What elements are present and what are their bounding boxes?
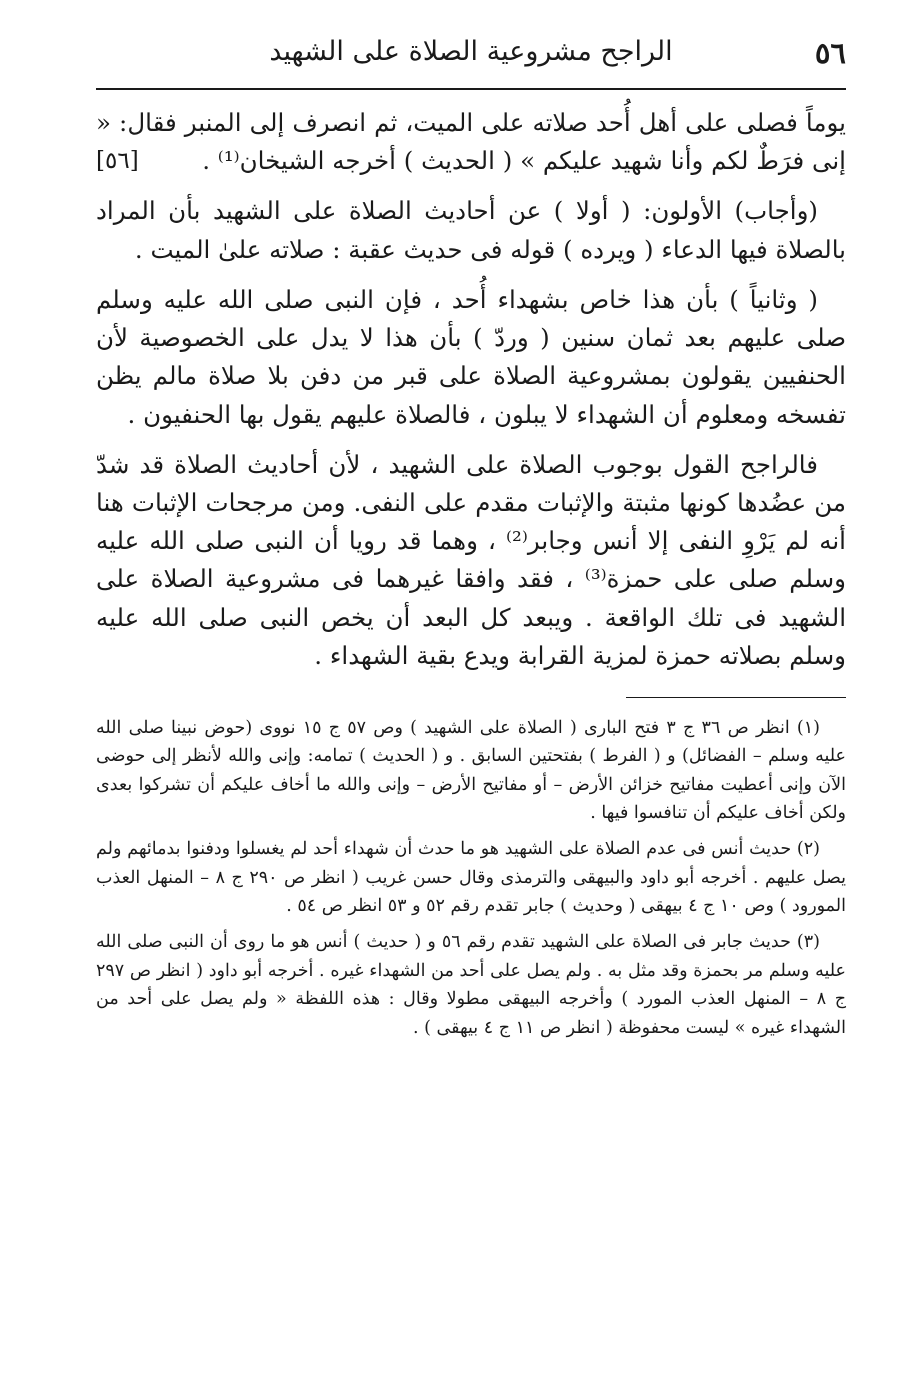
footnote-2: (٢) حديث أنس فى عدم الصلاة على الشهيد هو ما حدث أن شهداء أحد لم يغسلوا ودفنوا بدمائهم ولم يصل عليهم . أخرجه أبو داود والبيهقى والترمذى وقال حسن غريب ( انظر ص ٢٩٠ ج ٨ – المنهل العذب المورود ) وص ١٠ ج ٤ بيهقى ( وحديث ) جابر تقدم رقم ٥٢ و ٥٣ انظر ص ٥٤ .: [96, 839, 847, 917]
hadith-reference-number: [٥٦]: [96, 148, 139, 175]
running-title: الراجح مشروعية الصلاة على الشهيد: [269, 36, 673, 67]
paragraph-1-text: يوماً فصلى على أهل أُحد صلاته على الميت، ثم انصرف إلى المنبر فقال: « إنى فرَطٌ لكم وأنا شهيد عليكم » ( الحديث ) أخرجه الشيخان⁽¹⁾ .: [96, 108, 846, 176]
paragraph-4: فالراجح القول بوجوب الصلاة على الشهيد ، لأن أحاديث الصلاة قد شدّ من عضُدها كونها مثبتة والإثبات مقدم على النفى. ومن مرجحات الإثبات هنا أنه لم يَرْوِ النفى إلا أنس وجابر⁽²⁾ ، وهما قد رويا أن النبى صلى الله عليه وسلم صلى على حمزة⁽³⁾ ، فقد وافقا غيرهما فى مشروعية الصلاة على الشهيد فى تلك الواقعة . ويبعد كل البعد أن يخص النبى صلى الله عليه وسلم بصلاته حمزة لمزية القرابة ويدع بقية الشهداء .: [96, 449, 846, 670]
book-page: [96, 30, 846, 1350]
footnote-3: (٣) حديث جابر فى الصلاة على الشهيد تقدم رقم ٥٦ و ( حديث ) أنس هو ما روى أن النبى صلى الله عليه وسلم مر بحمزة وقد مثل به . ولم يصل على أحد من الشهداء غيره . أخرجه أبو داود ( انظر ص ٢٩٧ ج ٨ – المنهل العذب المورد ) وأخرجه البيهقى مطولا وقال : هذه اللفظة « ولم يصل على أحد من الشهداء غيره » ليست محفوظة ( انظر ص ١١ ج ٤ بيهقى ) .: [96, 932, 847, 1038]
main-text: [96, 104, 846, 675]
footnote-separator: [626, 697, 846, 698]
page-number: ٥٦: [814, 36, 846, 70]
footnotes: [96, 714, 846, 1042]
page-header: [96, 30, 846, 90]
paragraph-1: [96, 104, 846, 180]
footnote-1: (١) انظر ص ٣٦ ج ٣ فتح البارى ( الصلاة على الشهيد ) وص ٥٧ ج ١٥ نووى (حوض نبينا صلى الله عليه وسلم – الفضائل) و ( الفرط ) بفتحتين السابق . و ( الحديث ) تمامه: وإنى والله لأنظر إلى حوضى الآن وإنى أعطيت مفاتيح خزائن الأرض – أو مفاتيح الأرض – وإنى والله ما أخاف عليكم أن تشركوا بعدى ولكن أخاف عليكم أن تنافسوا فيها .: [96, 718, 846, 824]
paragraph-3: ( وثانياً ) بأن هذا خاص بشهداء أُحد ، فإن النبى صلى الله عليه وسلم صلى عليهم بعد ثمان سنين ( وردّ ) بأن هذا لا يدل على الخصوصية لأن الحنفيين يقولون بمشروعية الصلاة على قبر من دفن بلا صلاة مالم يظن تفسخه ومعلوم أن الشهداء لا يبلون ، فالصلاة عليهم يقول بها الحنفيون .: [96, 284, 846, 429]
paragraph-2: (وأجاب) الأولون: ( أولا ) عن أحاديث الصلاة على الشهيد بأن المراد بالصلاة فيها الدعاء ( ويرده ) قوله فى حديث عقبة : صلاته علىٰ الميت .: [96, 196, 846, 264]
